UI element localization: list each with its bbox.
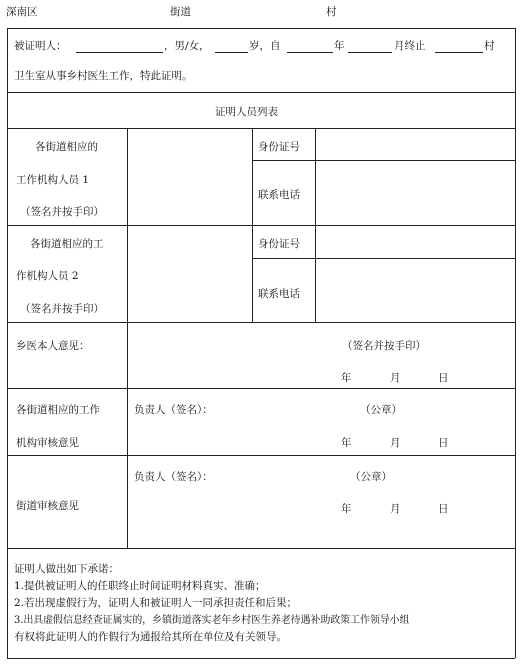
person2-id-label: 身份证号 [258, 238, 300, 250]
person2-id-field[interactable] [316, 226, 514, 257]
person2-phone-field[interactable] [316, 259, 514, 321]
commitment-item-3a: 3.出具虚假信息经查证属实的，乡镇街道落实老年乡村医生养老待遇补助政策工作领导小组 [14, 615, 410, 626]
intro-label-age: 岁，自 [249, 40, 281, 52]
person1-phone-label: 联系电话 [258, 189, 300, 201]
person2-label-line2: 作机构人员 2 [16, 270, 79, 282]
org-head-sign-label: 负责人（签名）： [134, 404, 213, 416]
street-review-label: 街道审核意见 [16, 500, 79, 512]
doctor-date-day: 日 [438, 372, 449, 384]
person2-label-line1: 各街道相应的工 [30, 238, 104, 250]
end-month-blank[interactable] [348, 52, 392, 53]
org-date-day: 日 [438, 437, 449, 449]
district-label: 深南区 [6, 6, 38, 18]
commitment-title: 证明人做出如下承诺： [14, 563, 119, 575]
street-review-field[interactable] [128, 456, 514, 547]
org-review-label-line1: 各街道相应的工作 [16, 404, 100, 416]
commitment-item-2: 2.若出现虚假行为，证明人和被证明人一同承担责任和后果； [14, 597, 298, 609]
street-date-day: 日 [438, 503, 449, 515]
village-blank[interactable] [435, 52, 483, 53]
start-year-blank[interactable] [287, 52, 333, 53]
person1-id-field[interactable] [316, 129, 514, 159]
person1-label-line2: 工作机构人员 1 [16, 174, 90, 186]
intro-line-2: 卫生室从事乡村医生工作，特此证明。 [14, 70, 193, 82]
org-review-field[interactable] [128, 389, 514, 454]
intro-label-village: 村 [484, 40, 495, 52]
org-seal-label: （公章） [360, 404, 402, 416]
person2-label-line3: （签名并按手印） [20, 303, 104, 315]
street-head-sign-label: 负责人（签名）： [134, 471, 213, 483]
commitment-block [14, 561, 512, 646]
doctor-sign-note: （签名并按手印） [342, 340, 426, 352]
person1-id-label: 身份证号 [258, 141, 300, 153]
person1-label-line3: （签名并按手印） [20, 206, 104, 218]
age-blank[interactable] [215, 52, 248, 53]
person1-label-line1: 各街道相应的 [35, 141, 98, 153]
org-review-label-line2: 机构审核意见 [16, 437, 79, 449]
name-blank[interactable] [76, 52, 163, 53]
intro-label-month: 月终止 [394, 40, 426, 52]
doctor-opinion-label: 乡医本人意见： [16, 340, 90, 352]
street-label: 街道 [170, 6, 191, 18]
intro-label-person: 被证明人： [14, 40, 67, 52]
org-date-month: 月 [390, 437, 401, 449]
intro-label-year: 年 [334, 40, 345, 52]
person1-phone-field[interactable] [316, 161, 514, 224]
street-seal-label: （公章） [350, 471, 392, 483]
doctor-date-month: 月 [390, 372, 401, 384]
intro-label-gender: ，男/女， [164, 40, 210, 52]
org-date-year: 年 [341, 437, 352, 449]
village-label: 村 [326, 6, 337, 18]
person2-phone-label: 联系电话 [258, 288, 300, 300]
doctor-date-year: 年 [341, 372, 352, 384]
person2-signature-cell[interactable] [128, 226, 251, 321]
street-date-year: 年 [341, 503, 352, 515]
person1-signature-cell[interactable] [128, 129, 251, 224]
street-date-month: 月 [390, 503, 401, 515]
doctor-opinion-field[interactable] [128, 323, 514, 387]
list-title: 证明人员列表 [215, 106, 278, 118]
commitment-item-3b: 有权将此证明人的作假行为通报给其所在单位及有关领导。 [14, 631, 287, 643]
commitment-item-1: 1.提供被证明人的任职终止时间证明材料真实、准确； [14, 580, 266, 592]
